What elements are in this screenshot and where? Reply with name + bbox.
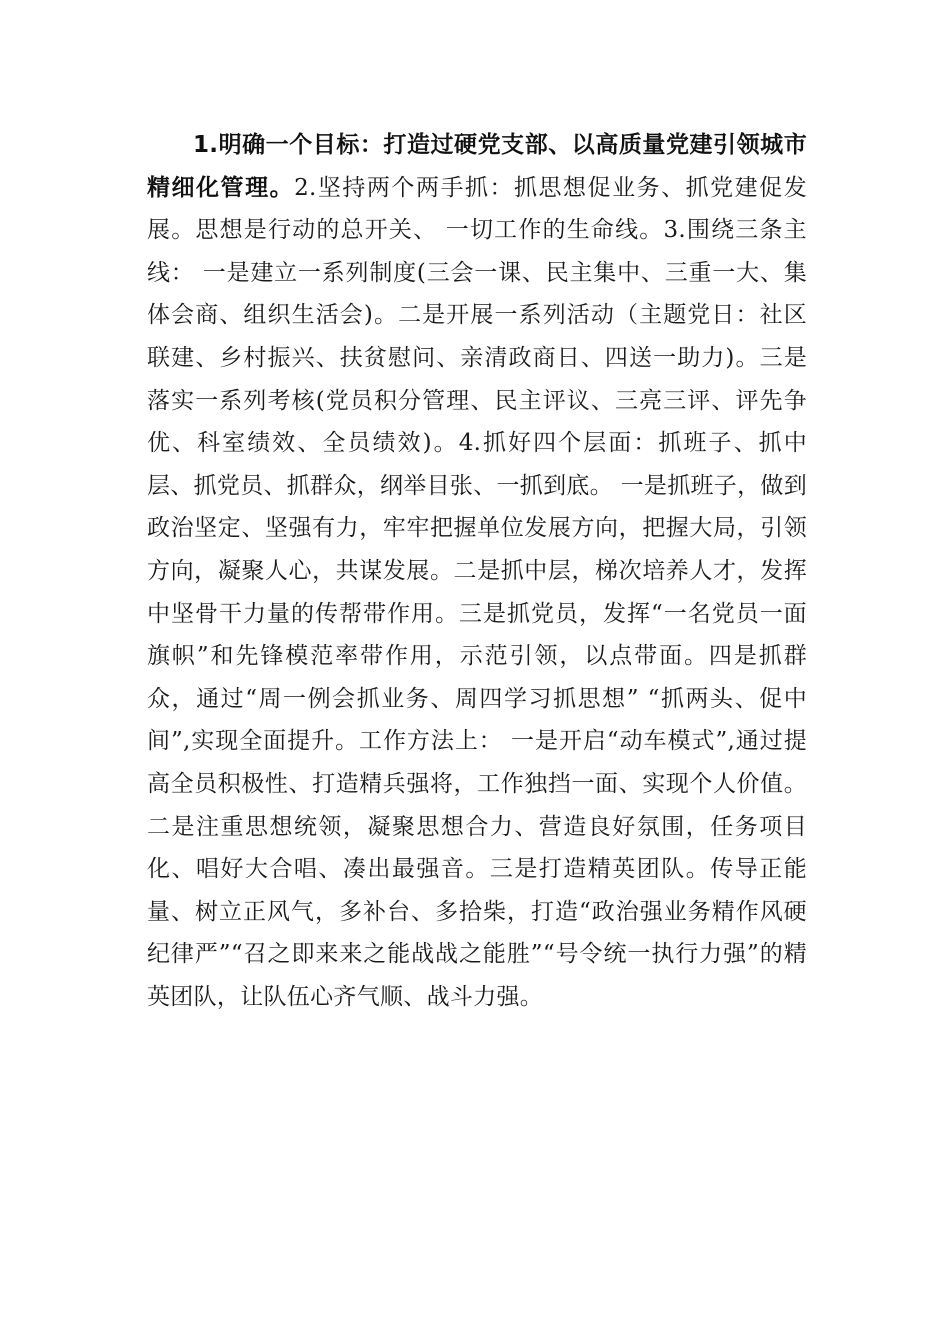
lead-heading: 1.明确一个目标：打造过硬党支部、以高质量党建引领城市精细化管理。 (147, 132, 807, 201)
body-paragraph (147, 124, 807, 1018)
body-text: 2.坚持两个两手抓：抓思想促业务、抓党建促发展。思想是行动的总开关、 一切工作的生命线。3.围绕三条主线： 一是建立一系列制度(三会一课、民主集中、三重一大、集体会商、组织生活会)。二是开展一系列活动（主题党日：社区联建、乡村振兴、扶贫慰问、亲清政商日、四送一助力)。三是落实一系列考核(党员积分管理、民主评议、三亮三评、评先争优、科室绩效、全员绩效)。4.抓好四个层面：抓班子、抓中层、抓党员、抓群众，纲举目张、一抓到底。 一是抓班子，做到政治坚定、坚强有力，牢牢把握单位发展方向，把握大局，引领方向，凝聚人心，共谋发展。二是抓中层，梯次培养人才，发挥中坚骨干力量的传帮带作用。三是抓党员，发挥“一名党员一面旗帜”和先锋模范率带作用，示范引领，以点带面。四是抓群众，通过“周一例会抓业务、周四学习抓思想” “抓两头、促中间”,实现全面提升。工作方法上： 一是开启“动车模式”,通过提高全员积极性、打造精兵强将，工作独挡一面、实现个人价值。二是注重思想统领，凝聚思想合力、营造良好氛围，任务项目化、唱好大合唱、凑出最强音。三是打造精英团队。传导正能量、树立正风气，多补台、多拾柴，打造“政治强业务精作风硬纪律严”“召之即来来之能战战之能胜”“号令统一执行力强”的精英团队，让队伍心齐气顺、战斗力强。 (147, 174, 808, 1010)
